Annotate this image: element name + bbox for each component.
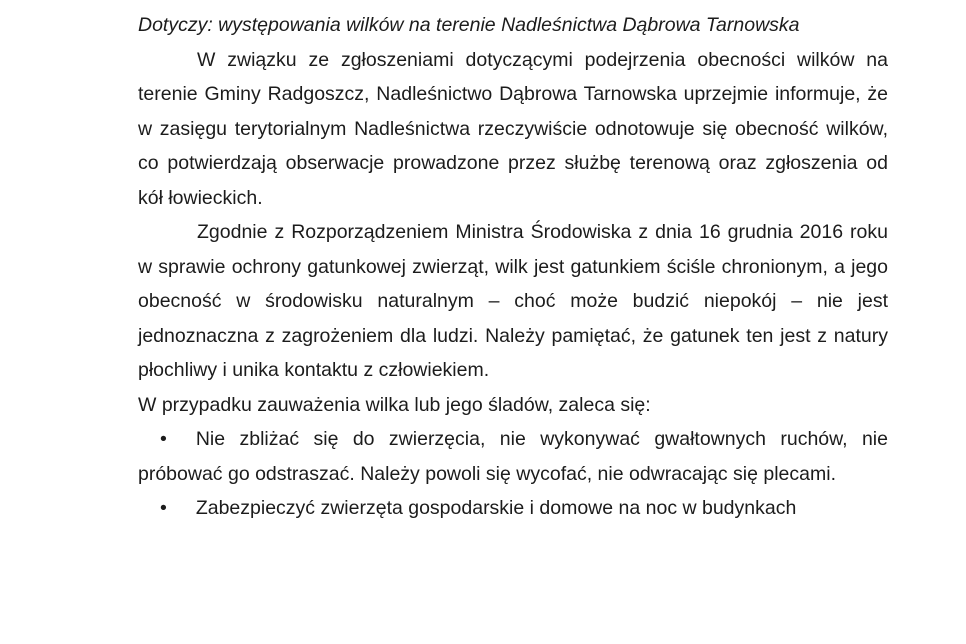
- recommendations-intro: W przypadku zauważenia wilka lub jego śladów, zaleca się:: [138, 393, 651, 416]
- paragraph-wolf-presence: W związku ze zgłoszeniami dotyczącymi podejrzenia obecności wilków na terenie Gminy Radgoszcz, Nadleśnictwo Dąbrowa Tarnowska uprzejmie informuje, że w zasięgu terytorialnym Nadleśnictwa rzeczywiście odnotowuje się obecność wilków, co potwierdzają obserwacje prowadzone przez służbę terenową oraz zgłoszenia od kół łowieckich.: [138, 48, 888, 209]
- bullet-text: Nie zbliżać się do zwierzęcia, nie wykonywać gwałtownych ruchów, nie próbować go odstraszać. Należy powoli się wycofać, nie odwracając się plecami.: [138, 428, 888, 485]
- bullet-item-do-not-approach: [138, 422, 888, 491]
- bullet-item-secure-animals: [138, 491, 888, 526]
- bullet-icon: •: [160, 428, 167, 450]
- paragraph-legal-protection: Zgodnie z Rozporządzeniem Ministra Środowiska z dnia 16 grudnia 2016 roku w sprawie ochrony gatunkowej zwierząt, wilk jest gatunkiem ściśle chronionym, a jego obecność w środowisku naturalnym – choć może budzić niepokój – nie jest jednoznaczna z zagrożeniem dla ludzi. Należy pamiętać, że gatunek ten jest z natury płochliwy i unika kontaktu z człowiekiem.: [138, 221, 888, 381]
- bullet-text: Zabezpieczyć zwierzęta gospodarskie i domowe na noc w budynkach: [195, 497, 797, 519]
- subject-line: Dotyczy: występowania wilków na terenie Nadleśnictwa Dąbrowa Tarnowska: [138, 14, 800, 36]
- bullet-icon: •: [160, 497, 167, 519]
